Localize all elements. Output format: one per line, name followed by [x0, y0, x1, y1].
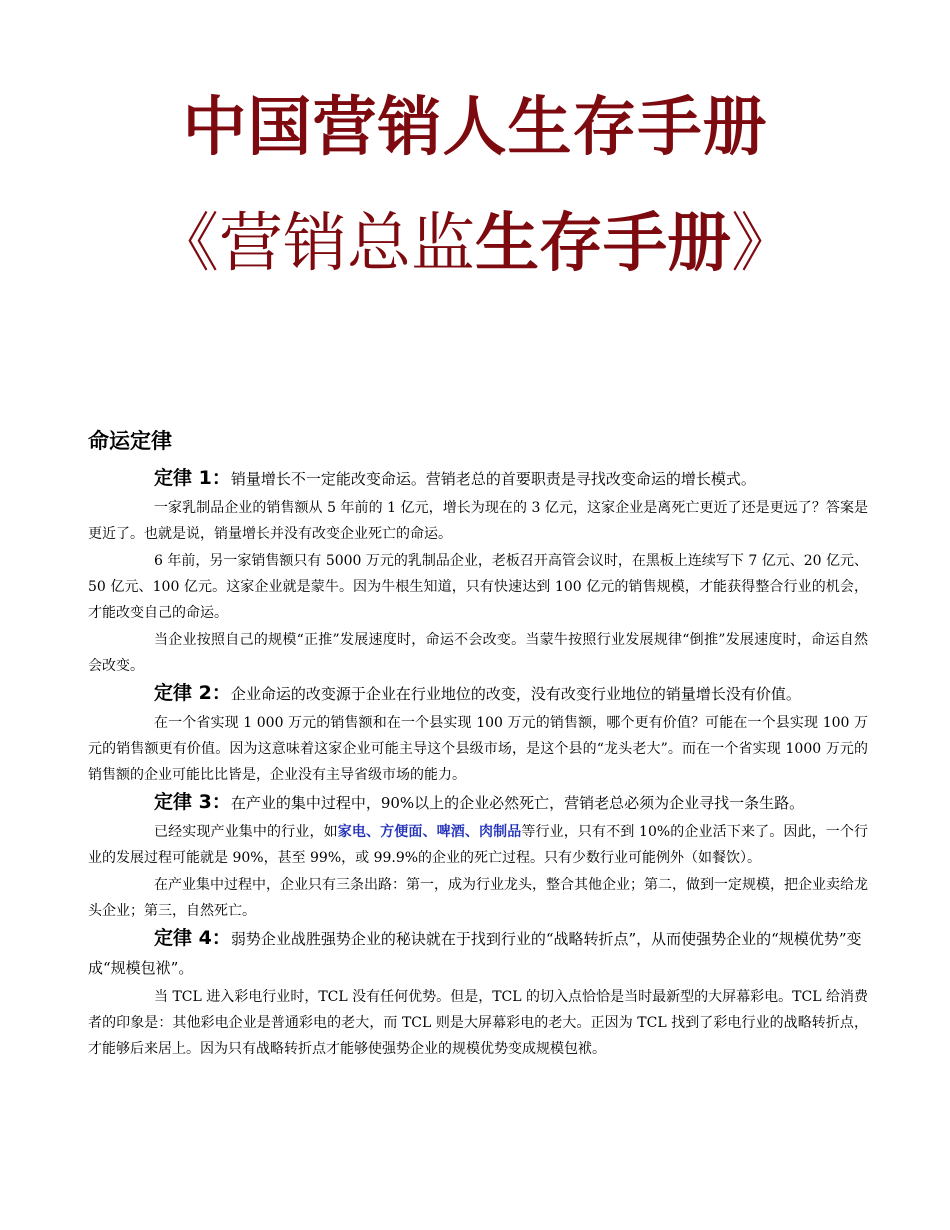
subtitle-close-bracket: 》 — [731, 207, 795, 281]
law-2 — [88, 679, 868, 709]
paragraph-text: 等行业，只有不到 10%的企业活下来了。因此，一个行业的发展过程可能就是 90%，甚至 99%，或 99.9%的企业的死亡过程。只有少数行业可能例外（如餐饮）。 — [88, 824, 868, 866]
subtitle-open-bracket: 《 — [155, 207, 219, 281]
paragraph-text: 已经实现产业集中的行业，如 — [154, 824, 338, 840]
paragraph: 6 年前，另一家销售额只有 5000 万元的乳制品企业，老板召开高管会议时，在黑板上连续写下 7 亿元、20 亿元、50 亿元、100 亿元。这家企业就是蒙牛。因为牛根生知道，只有快速达到 100 亿元的销售规模，才能获得整合行业的机会，才能改变自己的命运。 — [88, 553, 868, 621]
law-3-text: 在产业的集中过程中，90%以上的企业必然死亡，营销老总必须为企业寻找一条生路。 — [230, 794, 805, 812]
law-1-label: 定律 1： — [154, 467, 231, 489]
subtitle-light-part: 营销总监 — [219, 207, 475, 281]
highlighted-industries: 家电、方便面、啤酒、肉制品 — [337, 824, 522, 840]
document-body — [88, 464, 868, 1062]
law-3-label: 定律 3： — [154, 791, 231, 813]
paragraph: 一家乳制品企业的销售额从 5 年前的 1 亿元，增长为现在的 3 亿元，这家企业是离死亡更近了还是更远了？答案是更近了。也就是说，销量增长并没有改变企业死亡的命运。 — [88, 500, 868, 542]
law-1 — [88, 464, 868, 494]
section-heading: 命运定律 — [88, 429, 172, 453]
paragraph: 在产业集中过程中，企业只有三条出路：第一，成为行业龙头，整合其他企业；第二，做到一定规模，把企业卖给龙头企业；第三，自然死亡。 — [88, 877, 868, 919]
law-1-text: 销量增长不一定能改变命运。营销老总的首要职责是寻找改变命运的增长模式。 — [230, 470, 756, 488]
law-4 — [88, 924, 868, 983]
subtitle — [0, 204, 950, 284]
paragraph-with-highlight — [88, 819, 868, 871]
law-2-label: 定律 2： — [154, 682, 231, 704]
law-4-text: 弱势企业战胜强势企业的秘诀就在于找到行业的“战略转折点”，从而使强势企业的“规模优势”变成“规模包袱”。 — [88, 930, 862, 977]
subtitle-bold-part: 生存手册 — [475, 207, 731, 281]
paragraph: 当 TCL 进入彩电行业时，TCL 没有任何优势。但是，TCL 的切入点恰恰是当时最新型的大屏幕彩电。TCL 给消费者的印象是：其他彩电企业是普通彩电的老大，而 TCL 则是大屏幕彩电的老大。正因为 TCL 找到了彩电行业的战略转折点，才能够后来居上。因为只有战略转折点才能够使强势企业的规模优势变成规模包袱。 — [88, 989, 868, 1057]
paragraph: 当企业按照自己的规模“正推”发展速度时，命运不会改变。当蒙牛按照行业发展规律“倒推”发展速度时，命运自然会改变。 — [88, 632, 868, 674]
law-4-label: 定律 4： — [154, 927, 231, 949]
law-2-text: 企业命运的改变源于企业在行业地位的改变，没有改变行业地位的销量增长没有价值。 — [230, 685, 801, 703]
main-title: 中国营销人生存手册 — [182, 91, 768, 165]
paragraph: 在一个省实现 1 000 万元的销售额和在一个县实现 100 万元的销售额，哪个更有价值？可能在一个县实现 100 万元的销售额更有价值。因为这意味着这家企业可能主导这个县级市场，是这个县的“龙头老大”。而在一个省实现 1000 万元的销售额的企业可能比比皆是，企业没有主导省级市场的能力。 — [88, 715, 868, 783]
law-3 — [88, 788, 868, 818]
